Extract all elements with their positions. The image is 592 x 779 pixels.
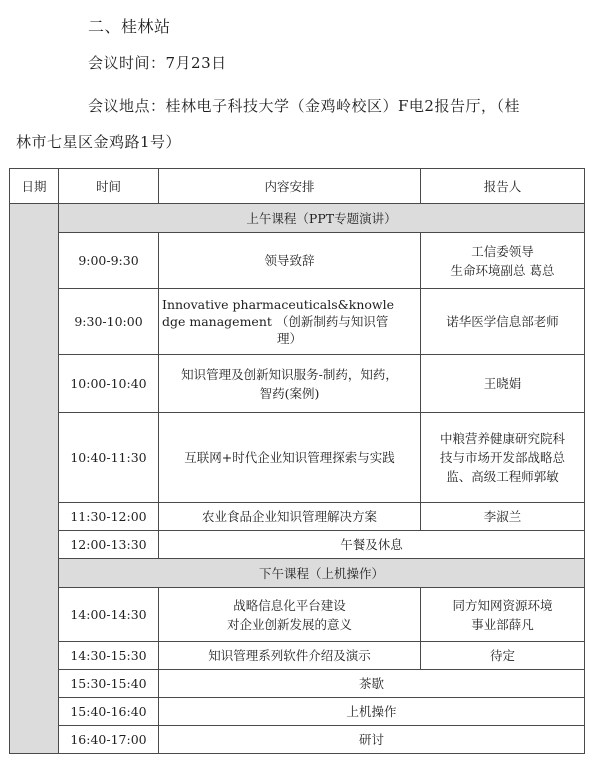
speaker-line: 中粮营养健康研究院科 [439,431,565,446]
row-speaker [421,233,585,289]
header-speaker: 报告人 [421,169,585,204]
row-time: 10:40-11:30 [59,413,159,503]
row-speaker: 李淑兰 [421,503,585,531]
table-row [10,355,585,413]
table-header-row [10,169,585,204]
row-time: 14:00-14:30 [59,588,159,642]
content-line: Innovative pharmaceuticals&knowle [162,297,395,312]
table-row [10,413,585,503]
table-row [10,698,585,726]
table-row [10,289,585,355]
row-time: 12:00-13:30 [59,531,159,559]
table-row [10,531,585,559]
meeting-venue: 会议地点：桂林电子科技大学（金鸡岭校区）F电2报告厅，（桂 [88,97,520,115]
table-row [10,726,585,754]
row-speaker [421,413,585,503]
header-time: 时间 [59,169,159,204]
content-line: 理） [276,331,302,346]
meeting-venue-continued: 林市七星区金鸡路1号） [16,133,182,151]
row-content [159,355,421,413]
speaker-line: 同方知网资源环境 [452,597,553,613]
content-line: 知识管理及创新知识服务-制药，知药， [181,366,398,382]
row-speaker: 王晓娟 [421,355,585,413]
table-row [10,642,585,670]
schedule-table [9,168,585,754]
row-time: 16:40-17:00 [59,726,159,754]
row-speaker [421,588,585,642]
header-content: 内容安排 [159,169,421,204]
afternoon-section-title: 下午课程（上机操作） [59,559,585,588]
row-content: 知识管理系列软件介绍及演示 [159,642,421,670]
header-date: 日期 [10,169,59,204]
row-content [159,588,421,642]
morning-section-row [10,204,585,233]
row-content: 互联网+时代企业知识管理探索与实践 [159,413,421,503]
speaker-line: 生命环境副总 葛总 [450,262,555,278]
afternoon-section-row [10,559,585,588]
speaker-line: 事业部薛凡 [471,616,534,632]
date-cell [10,204,59,754]
row-time: 9:30-10:00 [59,289,159,355]
row-speaker: 待定 [421,642,585,670]
speaker-line: 监、高级工程师郭敏 [446,469,559,484]
row-content: 研讨 [159,726,585,754]
row-time: 15:30-15:40 [59,670,159,698]
content-line: 战略信息化平台建设 [233,597,346,613]
morning-section-title: 上午课程（PPT专题演讲） [59,204,585,233]
row-time: 10:00-10:40 [59,355,159,413]
row-content: 农业食品企业知识管理解决方案 [159,503,421,531]
row-speaker: 诺华医学信息部老师 [421,289,585,355]
row-time: 9:00-9:30 [59,233,159,289]
row-time: 11:30-12:00 [59,503,159,531]
row-time: 15:40-16:40 [59,698,159,726]
row-content: 茶歇 [159,670,585,698]
content-line: 智药(案例) [259,385,320,401]
row-content: 领导致辞 [159,233,421,289]
speaker-line: 技与市场开发部战略总 [439,450,565,465]
row-time: 14:30-15:30 [59,642,159,670]
section-heading: 二、桂林站 [88,17,171,36]
content-line: 对企业创新发展的意义 [226,616,352,632]
row-content [159,289,421,355]
row-content: 午餐及休息 [159,531,585,559]
table-row [10,670,585,698]
content-line: dge management （创新制药与知识管 [162,314,389,329]
row-content: 上机操作 [159,698,585,726]
meeting-time: 会议时间：7月23日 [88,54,227,72]
table-row [10,588,585,642]
table-row [10,503,585,531]
speaker-line: 工信委领导 [471,243,534,259]
table-row [10,233,585,289]
